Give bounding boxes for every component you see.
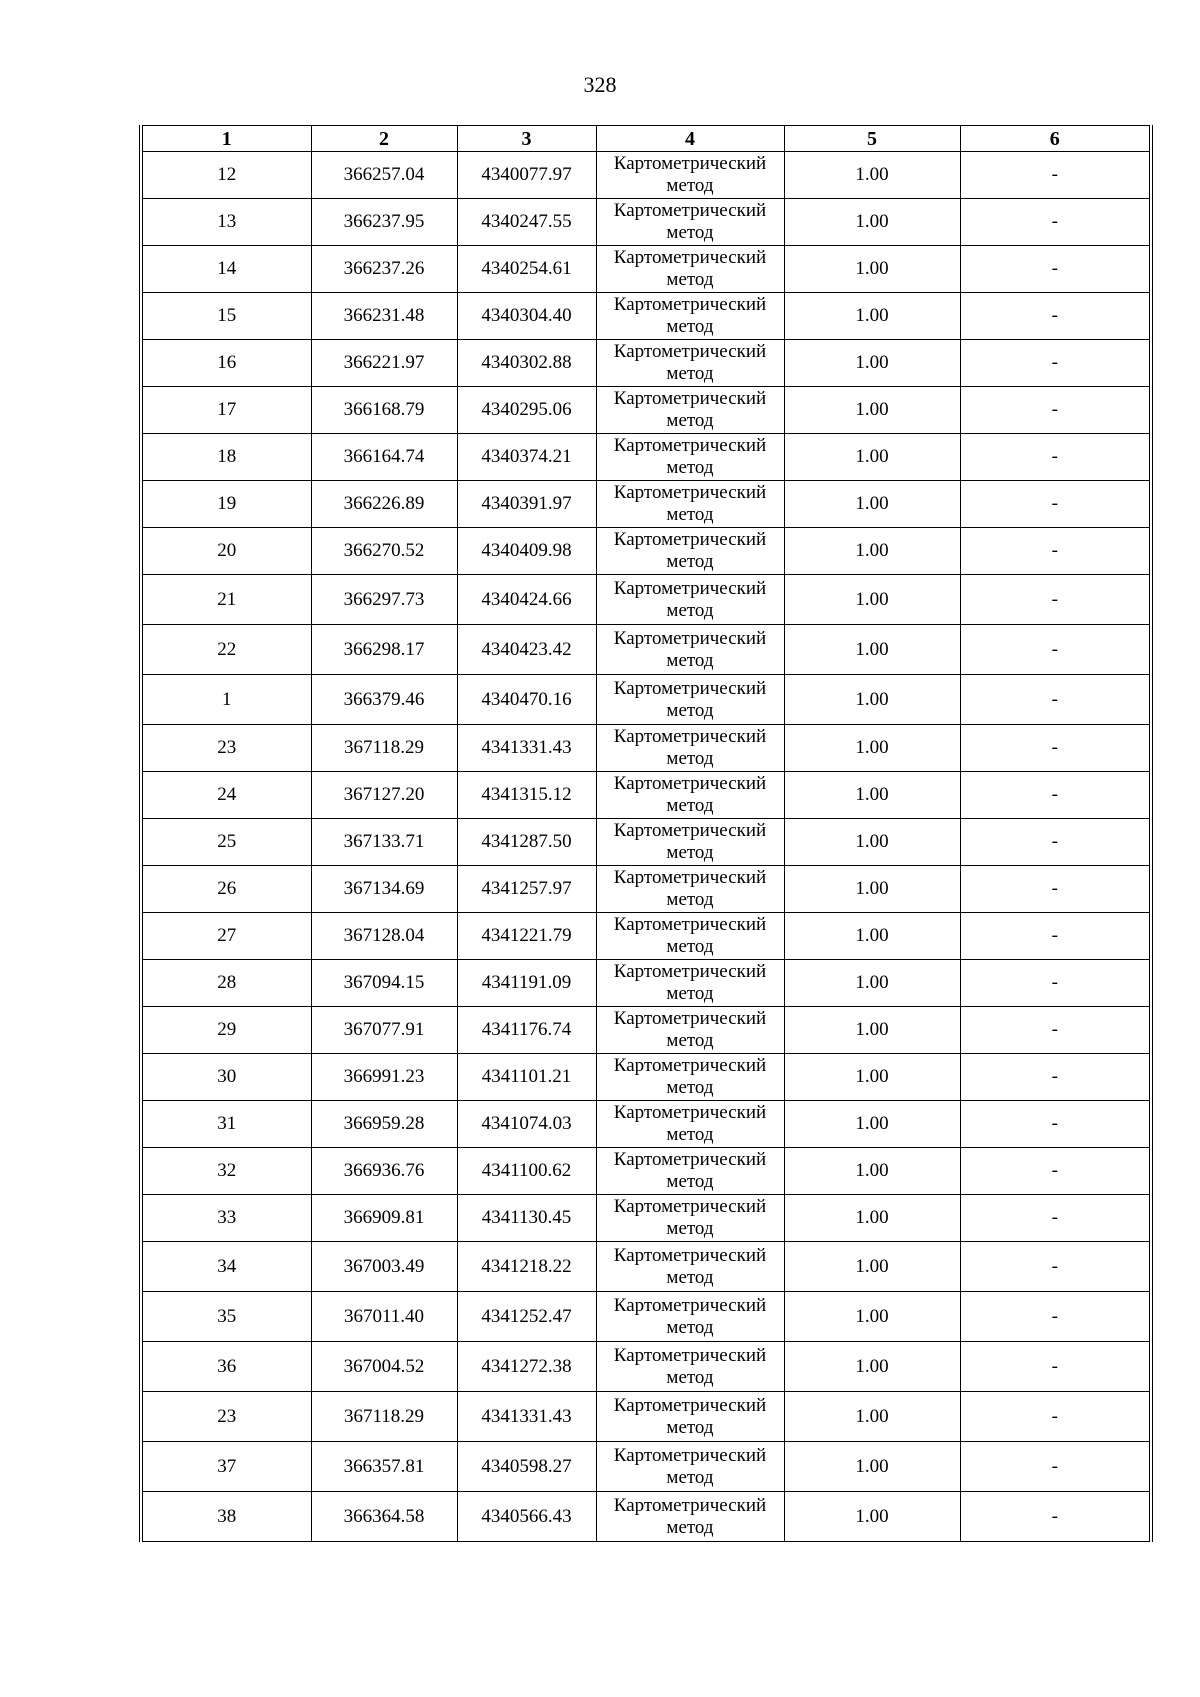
cell-point-number: 33 [141,1195,311,1242]
cell-point-number: 1 [141,675,311,725]
cell-y-coordinate: 4341191.09 [457,960,596,1007]
table-row [141,575,1151,625]
table-row [141,675,1151,725]
cell-accuracy: 1.00 [784,152,960,199]
cell-x-coordinate: 367128.04 [311,913,457,960]
cell-accuracy: 1.00 [784,675,960,725]
cell-note: - [960,293,1151,340]
cell-accuracy: 1.00 [784,1101,960,1148]
cell-x-coordinate: 366357.81 [311,1442,457,1492]
cell-method: Картометрический метод [596,1492,784,1542]
cell-method: Картометрический метод [596,1392,784,1442]
cell-accuracy: 1.00 [784,1148,960,1195]
cell-y-coordinate: 4341176.74 [457,1007,596,1054]
cell-y-coordinate: 4341252.47 [457,1292,596,1342]
cell-y-coordinate: 4340302.88 [457,340,596,387]
cell-y-coordinate: 4340409.98 [457,528,596,575]
cell-accuracy: 1.00 [784,387,960,434]
cell-note: - [960,152,1151,199]
cell-method: Картометрический метод [596,675,784,725]
table-row [141,387,1151,434]
cell-x-coordinate: 366379.46 [311,675,457,725]
cell-note: - [960,725,1151,772]
cell-accuracy: 1.00 [784,293,960,340]
cell-y-coordinate: 4340374.21 [457,434,596,481]
cell-point-number: 34 [141,1242,311,1292]
cell-method: Картометрический метод [596,387,784,434]
cell-note: - [960,1342,1151,1392]
cell-x-coordinate: 366164.74 [311,434,457,481]
cell-point-number: 16 [141,340,311,387]
cell-x-coordinate: 366298.17 [311,625,457,675]
cell-note: - [960,1148,1151,1195]
cell-x-coordinate: 367118.29 [311,725,457,772]
table-body [141,152,1151,1542]
cell-x-coordinate: 366936.76 [311,1148,457,1195]
cell-y-coordinate: 4340254.61 [457,246,596,293]
table-row [141,246,1151,293]
cell-note: - [960,625,1151,675]
cell-point-number: 13 [141,199,311,246]
cell-x-coordinate: 366226.89 [311,481,457,528]
table-row [141,199,1151,246]
cell-x-coordinate: 367094.15 [311,960,457,1007]
cell-x-coordinate: 366231.48 [311,293,457,340]
table-row [141,1148,1151,1195]
cell-method: Картометрический метод [596,246,784,293]
cell-method: Картометрический метод [596,866,784,913]
cell-method: Картометрический метод [596,528,784,575]
cell-accuracy: 1.00 [784,1342,960,1392]
cell-note: - [960,387,1151,434]
cell-point-number: 22 [141,625,311,675]
cell-y-coordinate: 4340598.27 [457,1442,596,1492]
cell-x-coordinate: 367127.20 [311,772,457,819]
cell-method: Картометрический метод [596,772,784,819]
cell-x-coordinate: 366991.23 [311,1054,457,1101]
cell-accuracy: 1.00 [784,340,960,387]
cell-accuracy: 1.00 [784,1442,960,1492]
cell-point-number: 35 [141,1292,311,1342]
table-row [141,152,1151,199]
table-row [141,1392,1151,1442]
cell-accuracy: 1.00 [784,434,960,481]
cell-y-coordinate: 4340077.97 [457,152,596,199]
column-header-4: 4 [596,126,784,152]
cell-point-number: 30 [141,1054,311,1101]
cell-method: Картометрический метод [596,1342,784,1392]
cell-y-coordinate: 4341074.03 [457,1101,596,1148]
cell-accuracy: 1.00 [784,960,960,1007]
cell-point-number: 32 [141,1148,311,1195]
cell-accuracy: 1.00 [784,1007,960,1054]
cell-point-number: 26 [141,866,311,913]
table-row [141,960,1151,1007]
table-row [141,1242,1151,1292]
cell-method: Картометрический метод [596,1148,784,1195]
table-row [141,1195,1151,1242]
column-header-1: 1 [141,126,311,152]
cell-x-coordinate: 367077.91 [311,1007,457,1054]
cell-accuracy: 1.00 [784,246,960,293]
cell-method: Картометрический метод [596,960,784,1007]
cell-accuracy: 1.00 [784,725,960,772]
table-row [141,772,1151,819]
cell-y-coordinate: 4341100.62 [457,1148,596,1195]
cell-point-number: 15 [141,293,311,340]
cell-note: - [960,481,1151,528]
cell-note: - [960,199,1151,246]
cell-note: - [960,675,1151,725]
table-row [141,1101,1151,1148]
cell-method: Картометрический метод [596,575,784,625]
cell-method: Картометрический метод [596,434,784,481]
cell-accuracy: 1.00 [784,1492,960,1542]
cell-y-coordinate: 4341315.12 [457,772,596,819]
cell-method: Картометрический метод [596,1195,784,1242]
cell-method: Картометрический метод [596,199,784,246]
table-row [141,866,1151,913]
cell-point-number: 31 [141,1101,311,1148]
column-header-2: 2 [311,126,457,152]
cell-note: - [960,866,1151,913]
table-row [141,1054,1151,1101]
table-row [141,625,1151,675]
table-row [141,528,1151,575]
cell-accuracy: 1.00 [784,528,960,575]
coordinates-table-wrapper [139,125,1153,1542]
cell-method: Картометрический метод [596,1442,784,1492]
cell-note: - [960,1195,1151,1242]
cell-x-coordinate: 367133.71 [311,819,457,866]
cell-y-coordinate: 4340423.42 [457,625,596,675]
cell-point-number: 37 [141,1442,311,1492]
cell-y-coordinate: 4340304.40 [457,293,596,340]
cell-note: - [960,1292,1151,1342]
table-row [141,434,1151,481]
cell-note: - [960,1492,1151,1542]
cell-y-coordinate: 4340247.55 [457,199,596,246]
cell-note: - [960,1242,1151,1292]
cell-x-coordinate: 366237.26 [311,246,457,293]
cell-note: - [960,434,1151,481]
cell-point-number: 23 [141,725,311,772]
cell-y-coordinate: 4341130.45 [457,1195,596,1242]
cell-accuracy: 1.00 [784,1292,960,1342]
cell-method: Картометрический метод [596,481,784,528]
cell-x-coordinate: 367003.49 [311,1242,457,1292]
column-header-6: 6 [960,126,1151,152]
cell-note: - [960,960,1151,1007]
cell-method: Картометрический метод [596,913,784,960]
cell-point-number: 17 [141,387,311,434]
table-row [141,913,1151,960]
cell-point-number: 29 [141,1007,311,1054]
cell-note: - [960,340,1151,387]
table-row [141,293,1151,340]
cell-method: Картометрический метод [596,625,784,675]
cell-x-coordinate: 367011.40 [311,1292,457,1342]
cell-note: - [960,246,1151,293]
cell-accuracy: 1.00 [784,575,960,625]
cell-y-coordinate: 4341272.38 [457,1342,596,1392]
cell-method: Картометрический метод [596,819,784,866]
cell-note: - [960,913,1151,960]
column-header-5: 5 [784,126,960,152]
cell-y-coordinate: 4341331.43 [457,1392,596,1442]
cell-y-coordinate: 4340470.16 [457,675,596,725]
cell-x-coordinate: 366237.95 [311,199,457,246]
cell-x-coordinate: 367134.69 [311,866,457,913]
table-row [141,819,1151,866]
cell-accuracy: 1.00 [784,625,960,675]
cell-method: Картометрический метод [596,340,784,387]
header-row [141,126,1151,152]
cell-x-coordinate: 366270.52 [311,528,457,575]
cell-method: Картометрический метод [596,1292,784,1342]
cell-point-number: 28 [141,960,311,1007]
table-row [141,1492,1151,1542]
cell-y-coordinate: 4340424.66 [457,575,596,625]
cell-y-coordinate: 4341221.79 [457,913,596,960]
table-row [141,1292,1151,1342]
column-header-3: 3 [457,126,596,152]
cell-note: - [960,1392,1151,1442]
cell-accuracy: 1.00 [784,913,960,960]
cell-note: - [960,575,1151,625]
cell-note: - [960,528,1151,575]
cell-point-number: 36 [141,1342,311,1392]
cell-point-number: 23 [141,1392,311,1442]
cell-y-coordinate: 4340566.43 [457,1492,596,1542]
cell-method: Картометрический метод [596,1007,784,1054]
table-header [141,126,1151,152]
cell-method: Картометрический метод [596,293,784,340]
cell-x-coordinate: 366364.58 [311,1492,457,1542]
cell-y-coordinate: 4341331.43 [457,725,596,772]
cell-note: - [960,1007,1151,1054]
cell-accuracy: 1.00 [784,866,960,913]
cell-y-coordinate: 4340295.06 [457,387,596,434]
cell-point-number: 24 [141,772,311,819]
cell-x-coordinate: 366909.81 [311,1195,457,1242]
cell-point-number: 38 [141,1492,311,1542]
coordinates-table [139,125,1153,1542]
cell-accuracy: 1.00 [784,481,960,528]
cell-x-coordinate: 366168.79 [311,387,457,434]
cell-x-coordinate: 367004.52 [311,1342,457,1392]
cell-y-coordinate: 4341287.50 [457,819,596,866]
cell-x-coordinate: 366221.97 [311,340,457,387]
cell-x-coordinate: 366257.04 [311,152,457,199]
cell-point-number: 21 [141,575,311,625]
cell-accuracy: 1.00 [784,1392,960,1442]
cell-method: Картометрический метод [596,1242,784,1292]
cell-note: - [960,1054,1151,1101]
cell-method: Картометрический метод [596,1054,784,1101]
cell-note: - [960,772,1151,819]
cell-x-coordinate: 367118.29 [311,1392,457,1442]
cell-accuracy: 1.00 [784,199,960,246]
cell-method: Картометрический метод [596,725,784,772]
cell-accuracy: 1.00 [784,1054,960,1101]
table-row [141,1342,1151,1392]
cell-point-number: 12 [141,152,311,199]
cell-method: Картометрический метод [596,1101,784,1148]
cell-accuracy: 1.00 [784,1242,960,1292]
table-row [141,340,1151,387]
cell-note: - [960,1101,1151,1148]
page-number: 328 [583,72,617,97]
table-row [141,481,1151,528]
cell-point-number: 25 [141,819,311,866]
cell-note: - [960,819,1151,866]
cell-point-number: 20 [141,528,311,575]
cell-point-number: 19 [141,481,311,528]
cell-point-number: 27 [141,913,311,960]
cell-x-coordinate: 366297.73 [311,575,457,625]
cell-point-number: 18 [141,434,311,481]
cell-y-coordinate: 4341101.21 [457,1054,596,1101]
cell-point-number: 14 [141,246,311,293]
cell-y-coordinate: 4340391.97 [457,481,596,528]
cell-accuracy: 1.00 [784,772,960,819]
cell-x-coordinate: 366959.28 [311,1101,457,1148]
table-row [141,1007,1151,1054]
table-row [141,725,1151,772]
cell-note: - [960,1442,1151,1492]
cell-accuracy: 1.00 [784,1195,960,1242]
cell-method: Картометрический метод [596,152,784,199]
cell-accuracy: 1.00 [784,819,960,866]
table-row [141,1442,1151,1492]
cell-y-coordinate: 4341218.22 [457,1242,596,1292]
cell-y-coordinate: 4341257.97 [457,866,596,913]
